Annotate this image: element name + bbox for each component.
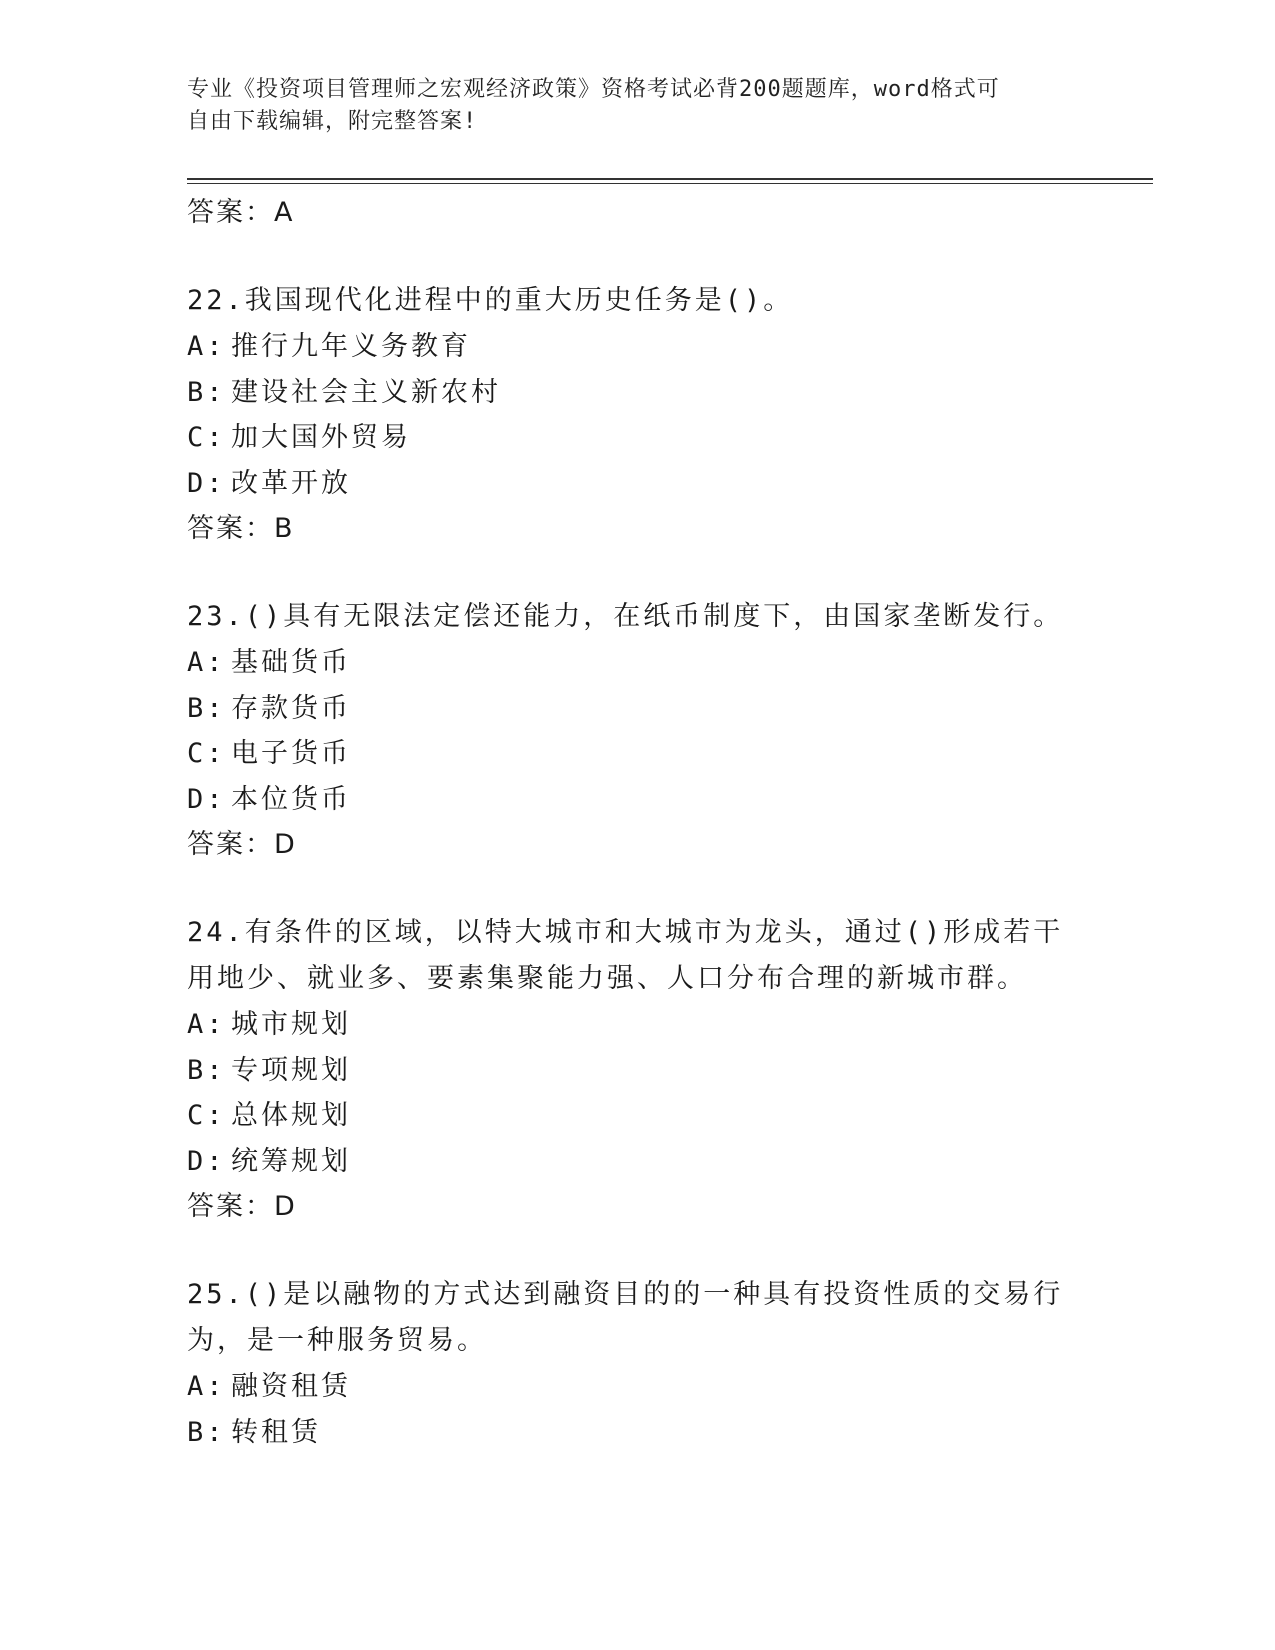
question-24: [187, 910, 1087, 1229]
option-key: D:: [187, 467, 226, 499]
option-b: [187, 370, 1087, 416]
option-a: [187, 640, 1087, 686]
option-key: B:: [187, 1054, 226, 1086]
option-text: 加大国外贸易: [231, 422, 411, 453]
question-list: [187, 190, 1087, 1455]
option-text: 专项规划: [231, 1054, 351, 1086]
option-d: [187, 461, 1087, 507]
question-22: [187, 278, 1087, 551]
header-rule-thin: [187, 183, 1153, 184]
question-23: [187, 594, 1087, 867]
option-text: 电子货币: [231, 738, 351, 769]
question-text: 24.有条件的区域，以特大城市和大城市为龙头，通过()形成若干用地少、就业多、要素集聚能力强、人口分布合理的新城市群。: [187, 917, 1064, 994]
option-key: B:: [187, 692, 226, 724]
option-key: D:: [187, 783, 226, 815]
answer-line: [187, 506, 1087, 551]
option-key: B:: [187, 376, 226, 408]
document-header: [187, 74, 1067, 138]
option-text: 总体规划: [231, 1100, 351, 1131]
question-text: 23.()具有无限法定偿还能力，在纸币制度下，由国家垄断发行。: [187, 601, 1064, 632]
option-key: D:: [187, 1145, 226, 1177]
answer-label: 答案：: [187, 513, 274, 544]
answer-value: A: [274, 197, 294, 228]
option-text: 城市规划: [231, 1009, 351, 1040]
option-b: [187, 686, 1087, 732]
question-text: 22.我国现代化进程中的重大历史任务是()。: [187, 285, 794, 316]
option-text: 统筹规划: [231, 1145, 351, 1177]
answer-value: D: [274, 1191, 296, 1222]
option-text: 推行九年义务教育: [231, 331, 471, 362]
option-a: [187, 1002, 1087, 1048]
answer-label: 答案：: [187, 1191, 274, 1222]
answer-line: [187, 1184, 1087, 1229]
answer-label: 答案：: [187, 197, 274, 228]
option-c: [187, 731, 1087, 777]
option-key: A:: [187, 647, 226, 678]
answer-line: [187, 190, 1087, 235]
option-text: 融资租赁: [231, 1371, 351, 1402]
option-key: C:: [187, 1100, 226, 1131]
option-b: [187, 1410, 1087, 1456]
option-d: [187, 777, 1087, 823]
header-rule-thick: [187, 178, 1153, 180]
answer-line: [187, 822, 1087, 867]
option-c: [187, 415, 1087, 461]
option-d: [187, 1139, 1087, 1185]
question-text: 25.()是以融物的方式达到融资目的的一种具有投资性质的交易行为，是一种服务贸易。: [187, 1279, 1064, 1356]
option-text: 建设社会主义新农村: [231, 376, 501, 408]
option-key: A:: [187, 1371, 226, 1402]
header-line-2: 自由下载编辑，附完整答案!: [187, 109, 478, 134]
option-text: 存款货币: [231, 692, 351, 724]
option-text: 转租赁: [231, 1416, 321, 1448]
option-a: [187, 324, 1087, 370]
option-a: [187, 1364, 1087, 1410]
answer-value: D: [274, 829, 296, 860]
answer-value: B: [274, 513, 294, 544]
question-25: [187, 1272, 1087, 1455]
option-key: A:: [187, 1009, 226, 1040]
option-key: C:: [187, 422, 226, 453]
header-line-1: 专业《投资项目管理师之宏观经济政策》资格考试必背200题题库，word格式可: [187, 77, 1000, 102]
option-c: [187, 1093, 1087, 1139]
option-text: 改革开放: [231, 467, 351, 499]
option-text: 本位货币: [231, 783, 351, 815]
option-text: 基础货币: [231, 647, 351, 678]
option-key: B:: [187, 1416, 226, 1448]
option-b: [187, 1048, 1087, 1094]
answer-label: 答案：: [187, 829, 274, 860]
option-key: A:: [187, 331, 226, 362]
option-key: C:: [187, 738, 226, 769]
